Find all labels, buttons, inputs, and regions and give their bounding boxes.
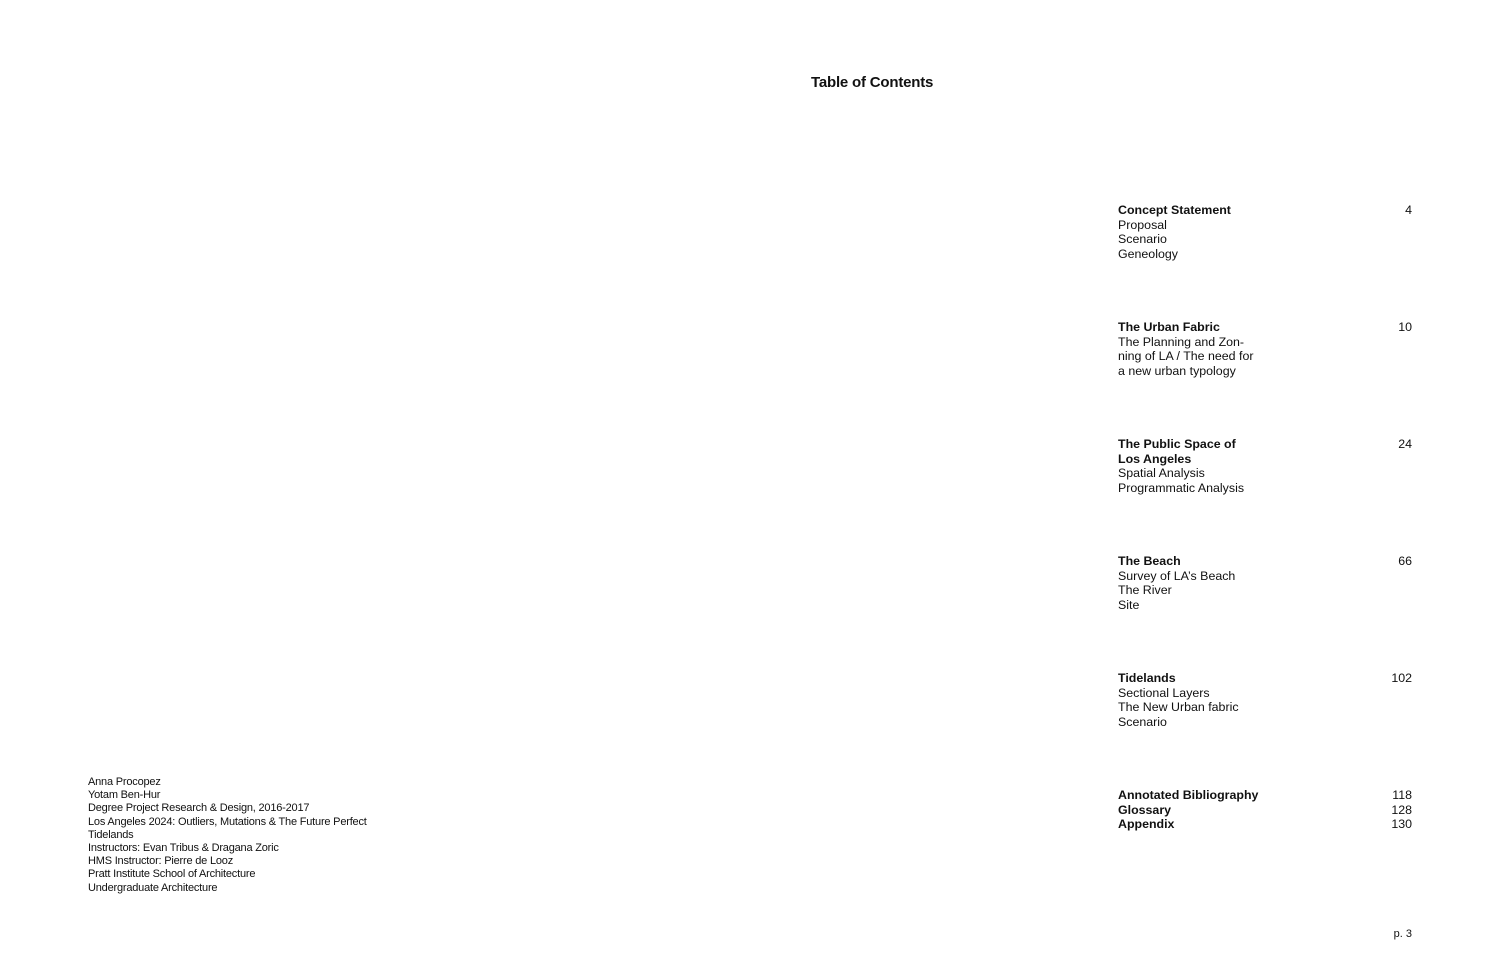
toc-subitem: Programmatic Analysis [1118,481,1245,496]
credit-line: Tidelands [88,828,134,841]
toc-entry[interactable] [1118,320,1412,335]
toc-subitem: Scenario [1118,715,1167,730]
toc-page-number: 24 [1398,437,1412,451]
toc-entry[interactable] [1118,817,1412,832]
toc-page-number: 128 [1391,802,1412,817]
toc-page-number: 130 [1391,817,1412,832]
toc-subitem: Survey of LA’s Beach [1118,568,1236,583]
toc-heading: The Beach [1118,554,1181,568]
toc-entry[interactable] [1118,671,1412,686]
toc-subitem: Scenario [1118,232,1167,247]
toc-heading: Tidelands [1118,671,1176,685]
toc-subitem: The Planning and Zon- ning of LA / The need for a new urban typology [1118,334,1254,379]
toc-section-urban-fabric [1118,320,1412,379]
credit-line: HMS Instructor: Pierre de Looz [88,855,234,868]
credit-line: Yotam Ben-Hur [88,789,161,802]
toc-section-concept-statement [1118,203,1412,262]
page-number-folio: p. 3 [1393,928,1412,940]
page-title: Table of Contents [811,74,934,91]
toc-heading: The Urban Fabric [1118,320,1220,334]
toc-section-public-space [1118,437,1412,496]
toc-subitem: Spatial Analysis [1118,466,1205,481]
toc-entry[interactable] [1118,203,1412,218]
toc-subitem: Proposal [1118,217,1167,232]
toc-subitem: The River [1118,583,1172,598]
toc-subitem: Site [1118,598,1140,613]
toc-page-number: 4 [1405,203,1412,217]
credit-line: Anna Procopez [88,776,161,788]
toc-heading: The Public Space of Los Angeles [1118,437,1236,466]
credit-line: Instructors: Evan Tribus & Dragana Zoric [88,842,279,855]
toc-heading: Appendix [1118,817,1175,832]
toc-entry[interactable] [1118,788,1412,803]
toc-heading: Concept Statement [1118,203,1231,217]
toc-section-tidelands [1118,671,1412,730]
credit-line: Pratt Institute School of Architecture [88,868,256,881]
toc-page-number: 118 [1392,788,1412,802]
toc-page-number: 10 [1398,320,1412,334]
toc-subitem: Geneology [1118,247,1178,262]
toc-page-number: 102 [1391,671,1412,685]
credit-line: Undergraduate Architecture [88,881,218,894]
toc-entry[interactable] [1118,554,1412,569]
toc-section-the-beach [1118,554,1412,613]
credits-block [88,776,367,895]
toc-subitem: The New Urban fabric [1118,700,1239,715]
toc-entry[interactable] [1118,803,1412,818]
toc-heading: Annotated Bibliography [1118,788,1259,802]
toc-heading: Glossary [1118,802,1172,817]
toc-section-back-matter [1118,788,1412,832]
toc-page-number: 66 [1398,554,1412,568]
credit-line: Degree Project Research & Design, 2016-2017 [88,802,310,815]
toc-subitem: Sectional Layers [1118,685,1210,700]
credit-line: Los Angeles 2024: Outliers, Mutations & The Future Perfect [88,815,367,828]
toc-entry[interactable] [1118,437,1412,466]
